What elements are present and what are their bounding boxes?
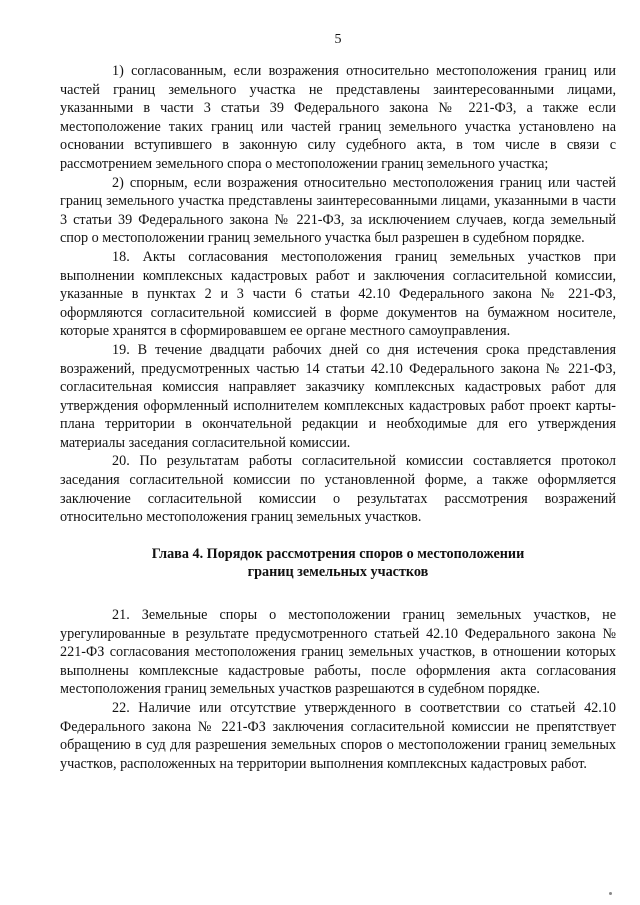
scan-speck <box>609 892 612 895</box>
paragraph-1-agreed: 1) согласованным, если возражения относительно местоположения границ или частей границ земельного участка не представлены заинтересованными лицами, указанными в части 3 статьи 39 Федерального закона № 221-ФЗ, а также если местоположение таких границ или частей границ земельного участка установлено на основании вступившего в законную силу судебного акта, в том числе в связи с рассмотрением земельного спора о местоположении границ земельного участка; <box>60 63 616 172</box>
document-page <box>60 32 616 773</box>
page-number: 5 <box>334 32 342 47</box>
chapter-4-heading <box>60 545 616 582</box>
paragraph-22: 22. Наличие или отсутствие утвержденного в соответствии со статьей 42.10 Федерального закона № 221-ФЗ заключения согласительной комиссии не препятствует обращению в суд для разрешения земельных споров о местоположении границ земельных участков, расположенных на территории выполнения комплексных кадастровых работ. <box>60 700 616 772</box>
paragraph-19: 19. В течение двадцати рабочих дней со дня истечения срока представления возражений, предусмотренных частью 14 статьи 42.10 Федерального закона № 221-ФЗ, согласительная комиссия направляет заказчику комплексных кадастровых работ для утверждения оформленный исполнителем комплексных кадастровых работ проект карты-плана территории в окончательной редакции и необходимые для его утверждения материалы заседания согласительной комиссии. <box>60 341 616 451</box>
chapter-title-line-2: границ земельных участков <box>247 564 429 581</box>
chapter-title-line-1: Глава 4. Порядок рассмотрения споров о местоположении <box>151 545 525 562</box>
paragraph-20: 20. По результатам работы согласительной комиссии составляется протокол заседания согласительной комиссии по установленной форме, а также оформляется заключение согласительной комиссии о результатах рассмотрения возражений относительно местоположения границ земельных участков. <box>60 453 616 526</box>
paragraph-18: 18. Акты согласования местоположения границ земельных участков при выполнении комплексных кадастровых работ и заключения согласительной комиссии, указанные в пунктах 2 и 3 части 6 статьи 42.10 Федерального закона № 221-ФЗ, оформляются согласительной комиссией в форме документов на бумажном носителе, которые хранятся в сформировавшем ее органе местного самоуправления. <box>60 248 616 340</box>
paragraph-21: 21. Земельные споры о местоположении границ земельных участков, не урегулированные в результате предусмотренного статьей 42.10 Федерального закона № 221-ФЗ согласования местоположения границ земельных участков, в отношении которых выполнены комплексные кадастровые работы, после оформления акта согласования местоположения границ земельных участков разрешаются в судебном порядке. <box>60 607 616 698</box>
paragraph-2-disputed: 2) спорным, если возражения относительно местоположения границ или частей границ земельного участка представлены заинтересованными лицами, указанными в части 3 статьи 39 Федерального закона № 221-ФЗ, за исключением случаев, когда земельный спор о местоположении границ земельного участка был разрешен в судебном порядке. <box>60 174 616 247</box>
